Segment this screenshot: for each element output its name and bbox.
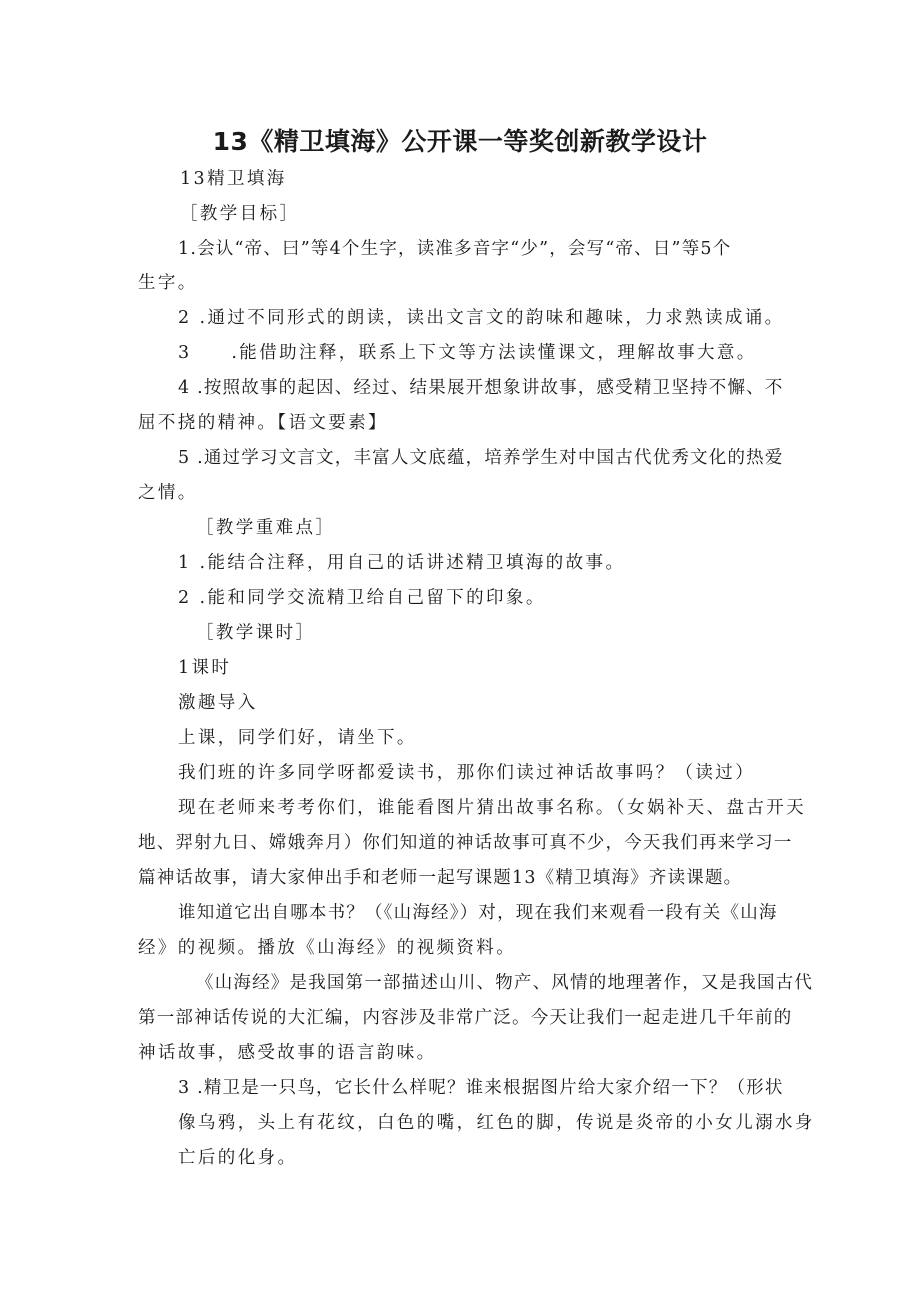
section-heading-periods: ［教学课时］ xyxy=(196,623,316,643)
paragraph-quiz-line1: 现在老师来考考你们，谁能看图片猜出故事名称。（女娲补天、盘古开天 xyxy=(178,798,807,818)
lesson-heading: 13精卫填海 xyxy=(180,169,287,189)
paragraph-quiz-line3: 篇神话故事，请大家伸出手和老师一起写课题13《精卫填海》齐读课题。 xyxy=(138,868,743,888)
section-heading-intro: 激趣导入 xyxy=(178,693,258,713)
paragraph-shanhaijing-line1: 《山海经》是我国第一部描述山川、物产、风情的地理著作，又是我国古代 xyxy=(196,973,814,993)
objective-4-cont: 屈不挠的精神。【语文要素】 xyxy=(138,413,388,433)
paragraph-quiz-line2: 地、羿射九日、嫦娥奔月）你们知道的神话故事可真不少，今天我们再来学习一 xyxy=(138,833,793,853)
section-heading-objectives: ［教学目标］ xyxy=(180,204,300,224)
paragraph-source-line1: 谁知道它出自哪本书？（《山海经》）对，现在我们来观看一段有关《山海 xyxy=(178,903,778,923)
paragraph-shanhaijing-line3: 神话故事，感受故事的语言韵味。 xyxy=(138,1043,437,1063)
objective-4: 4 .按照故事的起因、经过、结果展开想象讲故事，感受精卫坚持不懈、不 xyxy=(178,378,784,398)
paragraph-jingwei-line1: 3 .精卫是一只鸟，它长什么样呢？谁来根据图片给大家介绍一下？（形状 xyxy=(178,1078,784,1098)
paragraph-question: 我们班的许多同学呀都爱读书，那你们读过神话故事吗？（读过） xyxy=(178,763,756,783)
paragraph-jingwei-line2: 像乌鸦，头上有花纹，白色的嘴，红色的脚，传说是炎帝的小女儿溺水身 xyxy=(178,1113,815,1133)
paragraph-jingwei-line3: 亡后的化身。 xyxy=(178,1148,298,1168)
paragraph-source-line2: 经》的视频。播放《山海经》的视频资料。 xyxy=(138,938,517,958)
objective-1-cont: 生字。 xyxy=(138,273,198,293)
section-heading-key-points: ［教学重难点］ xyxy=(196,518,336,538)
objective-3: 3 .能借助注释，联系上下文等方法读懂课文，理解故事大意。 xyxy=(178,343,757,363)
objective-2: 2 .通过不同形式的朗读，读出文言文的韵味和趣味，力求熟读成诵。 xyxy=(178,308,785,328)
key-point-1: 1 .能结合注释，用自己的话讲述精卫填海的故事。 xyxy=(178,553,626,573)
paragraph-greeting: 上课，同学们好，请坐下。 xyxy=(178,728,417,748)
periods-value: 1课时 xyxy=(178,658,232,678)
objective-1: 1.会认“帝、曰”等4个生字，读准多音字“少”，会写“帝、日”等5个 xyxy=(178,239,732,259)
document-title: 13《精卫填海》公开课一等奖创新教学设计 xyxy=(212,127,708,156)
key-point-2: 2 .能和同学交流精卫给自己留下的印象。 xyxy=(178,588,546,608)
objective-5-cont: 之情。 xyxy=(138,483,198,503)
objective-5: 5 .通过学习文言文，丰富人文底蕴，培养学生对中国古代优秀文化的热爱 xyxy=(178,448,784,468)
paragraph-shanhaijing-line2: 第一部神话传说的大汇编，内容涉及非常广泛。今天让我们一起走进几千年前的 xyxy=(138,1008,793,1028)
